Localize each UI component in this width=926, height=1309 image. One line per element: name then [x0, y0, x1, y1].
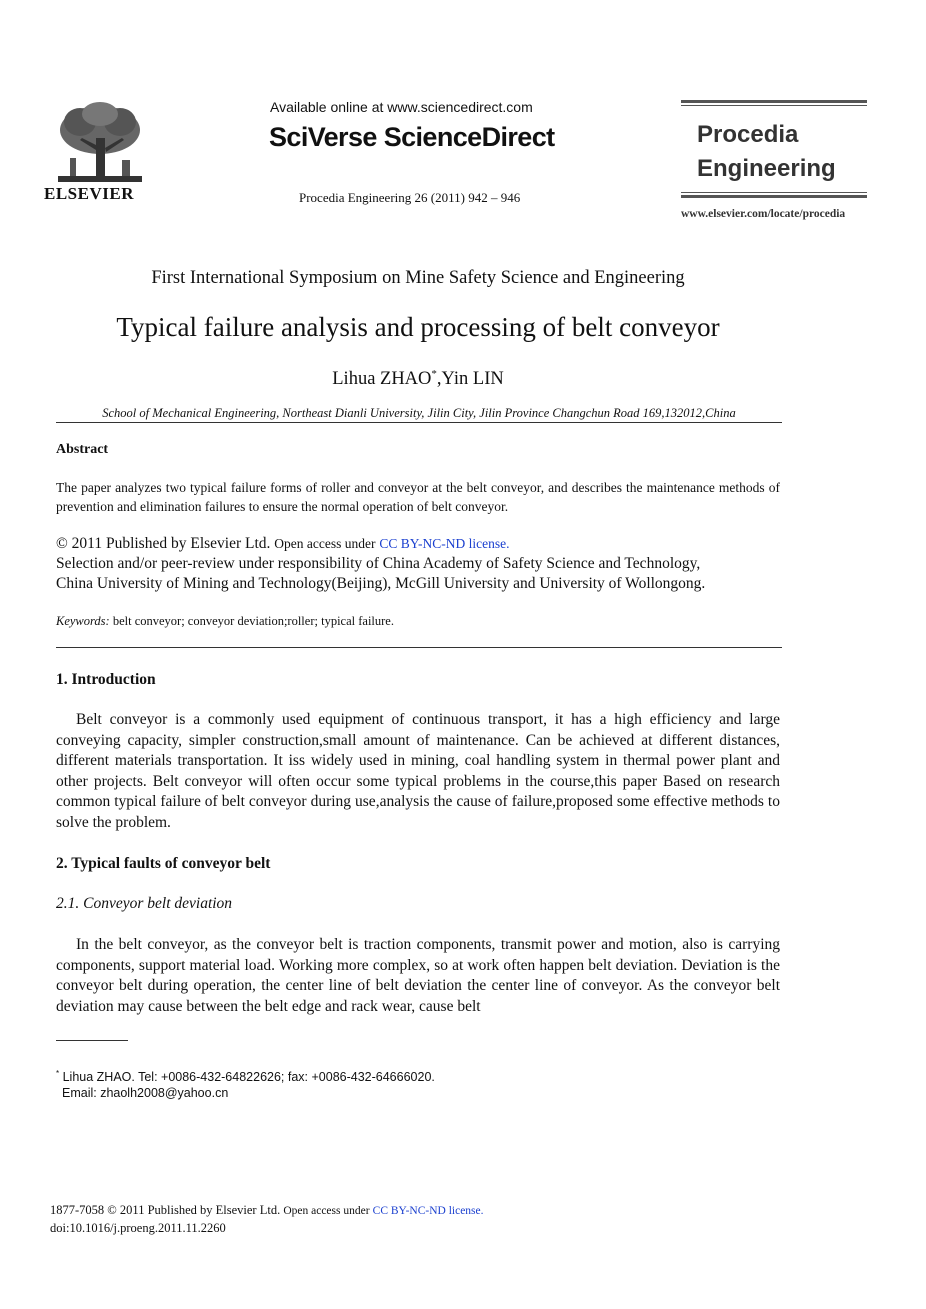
- keywords-text: belt conveyor; conveyor deviation;roller; typical failure.: [109, 614, 394, 628]
- section-1-paragraph: Belt conveyor is a commonly used equipment of continuous transport, it has a high efficiency and large conveying capacity, simpler construction,small amount of maintenance. Can be achieved at different distances, different materials transportation. It iss widely used in mining, coal handling system in thermal power plant and other projects. Belt conveyor will often occur some typical problems in the course,this paper Based on research common typical failure of belt conveyor during use,analysis the cause of failure,proposed some effective methods to solve the problem.: [56, 711, 780, 831]
- affiliation: School of Mechanical Engineering, Northeast Dianli University, Jilin City, Jilin Province Changchun Road 169,132012,China: [102, 406, 736, 420]
- author-list: [0, 368, 836, 390]
- journal-rule-bottom: [681, 195, 867, 198]
- section-2-1-paragraph: In the belt conveyor, as the conveyor belt is traction components, transmit power and motion, also is carrying components, support material load. Working more complex, so at work often happen belt deviation. Deviation is the conveyor belt during operation, the center line of belt deviation the center line of conveyor. As the conveyor belt deviation may cause between the belt edge and rack wear, cause belt: [56, 936, 780, 1015]
- keywords-divider: [56, 647, 782, 648]
- license-link[interactable]: CC BY-NC-ND license.: [379, 536, 510, 551]
- journal-rule-top-thin: [681, 105, 867, 106]
- issn-copyright: 1877-7058 © 2011 Published by Elsevier Ltd.: [50, 1203, 281, 1217]
- abstract-heading: Abstract: [56, 442, 109, 457]
- affiliation-divider: [56, 422, 782, 423]
- footnote-email: Email: zhaolh2008@yahoo.cn: [62, 1086, 229, 1101]
- journal-title-line2: Engineering: [697, 155, 836, 182]
- footer-license-link[interactable]: CC BY-NC-ND license.: [372, 1205, 484, 1217]
- available-online-text: Available online at www.sciencedirect.com: [270, 99, 533, 115]
- copyright-line: [56, 534, 786, 554]
- footer: [50, 1202, 484, 1237]
- peer-review-line-1: Selection and/or peer-review under responsibility of China Academy of Safety Science and Technology,: [56, 555, 701, 572]
- copyright-text: © 2011 Published by Elsevier Ltd.: [56, 535, 271, 552]
- footnote-divider: [56, 1040, 128, 1041]
- journal-reference: Procedia Engineering 26 (2011) 942 – 946: [299, 190, 521, 205]
- journal-url: www.elsevier.com/locate/procedia: [681, 208, 846, 220]
- author-1: Lihua ZHAO: [332, 369, 432, 390]
- doi: doi:10.1016/j.proeng.2011.11.2260: [50, 1221, 226, 1235]
- journal-title-line1: Procedia: [697, 121, 799, 148]
- corresponding-author-mark: *: [431, 368, 437, 380]
- section-2-1-heading: 2.1. Conveyor belt deviation: [56, 895, 233, 912]
- open-access-text: Open access under: [274, 536, 376, 551]
- journal-rule-bottom-thin: [681, 192, 867, 193]
- footnote-contact: Lihua ZHAO. Tel: +0086-432-64822626; fax: +0086-432-64666020.: [59, 1070, 435, 1085]
- section-2-heading: 2. Typical faults of conveyor belt: [56, 855, 271, 872]
- journal-title: [697, 118, 836, 186]
- copyright-block: [56, 534, 786, 594]
- section-1-heading: 1. Introduction: [56, 671, 156, 688]
- abstract-text: The paper analyzes two typical failure forms of roller and conveyor at the belt conveyor, and describes the maintenance methods of prevention and elimination failures to ensure the normal operation of belt conveyor.: [56, 480, 780, 514]
- sciverse-sciencedirect-logo: SciVerse ScienceDirect: [269, 122, 555, 152]
- symposium-name: First International Symposium on Mine Safety Science and Engineering: [151, 268, 685, 288]
- footer-line-1: [50, 1202, 484, 1220]
- peer-review-line-2: China University of Mining and Technology(Beijing), McGill University and University of Wollongong.: [56, 575, 706, 592]
- elsevier-wordmark: ELSEVIER: [44, 184, 134, 203]
- paper-title: Typical failure analysis and processing of belt conveyor: [116, 312, 720, 342]
- keywords-label: Keywords:: [56, 614, 110, 628]
- footnote: [56, 1066, 435, 1101]
- footer-open-access: Open access under: [283, 1205, 370, 1217]
- author-2: ,Yin LIN: [436, 369, 504, 390]
- keywords: [56, 614, 394, 629]
- footnote-mark: *: [56, 1069, 60, 1078]
- footnote-line-1: [56, 1066, 435, 1085]
- journal-rule-top: [681, 100, 867, 103]
